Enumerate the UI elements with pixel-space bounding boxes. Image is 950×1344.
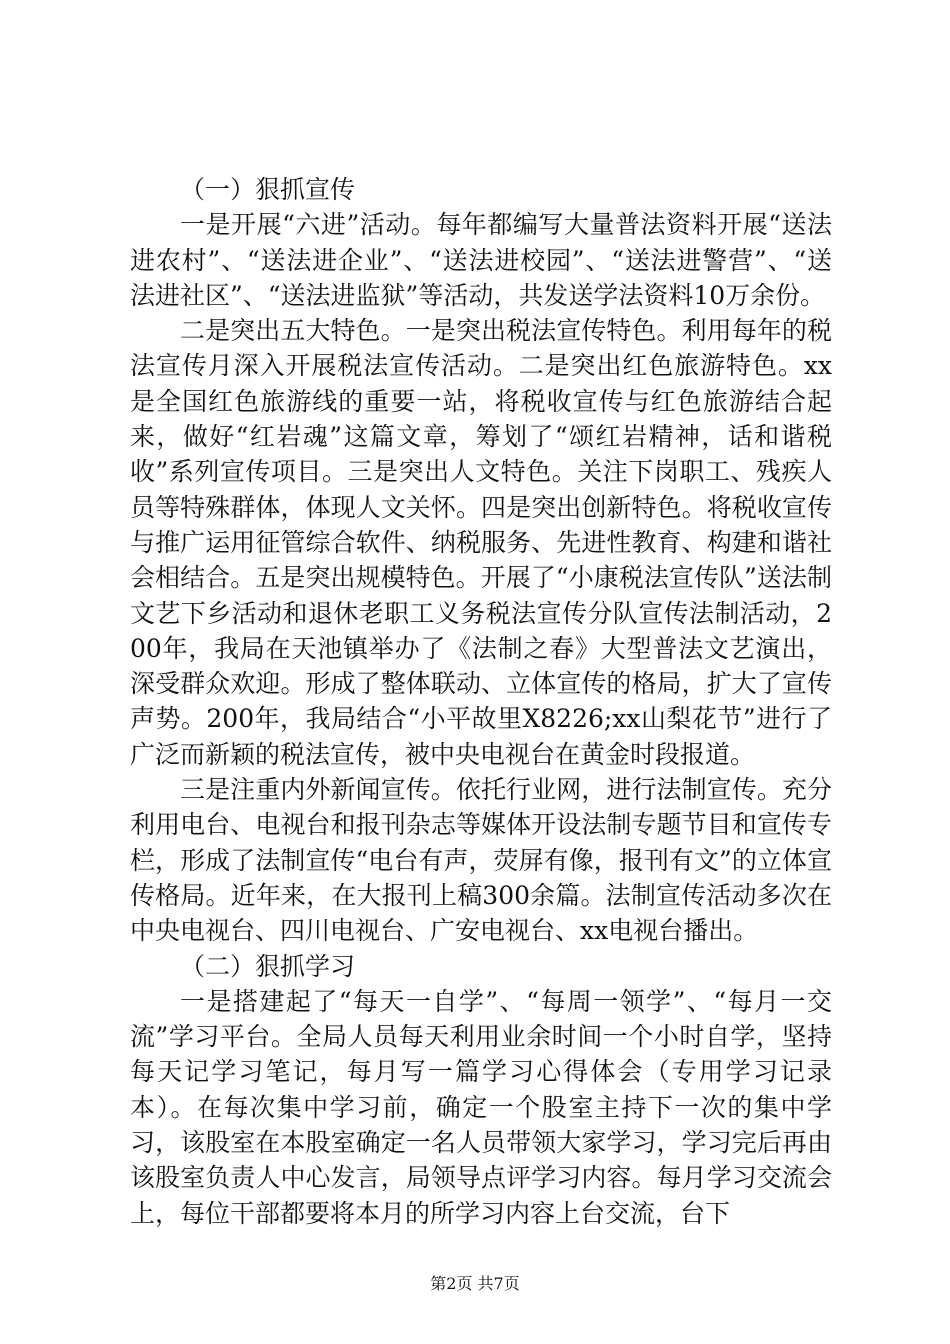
section-heading-publicity: （一）狠抓宣传 bbox=[180, 175, 356, 204]
paragraph-five-features: 二是突出五大特色。一是突出税法宣传特色。利用每年的税法宣传月深入开展税法宣传活动。二是突出红色旅游特色。xx是全国红色旅游线的重要一站，将税收宣传与红色旅游结合起来，做好“红岩魂”这篇文章，筹划了“颂红岩精神，话和谐税收”系列宣传项目。三是突出人文特色。关注下岗职工、残疾人员等特殊群体，体现人文关怀。四是突出创新特色。将税收宣传与推广运用征管综合软件、纳税服务、先进性教育、构建和谐社会相结合。五是突出规模特色。开展了“小康税法宣传队”送法制文艺下乡活动和退休老职工义务税法宣传分队宣传法制活动，200年，我局在天池镇举办了《法制之春》大型普法文艺演出，深受群众欢迎。形成了整体联动、立体宣传的格局，扩大了宣传声势。200年，我局结合“小平故里X8226;xx山梨花节”进行了广泛而新颖的税法宣传，被中央电视台在黄金时段报道。 bbox=[130, 316, 832, 769]
paragraph-study-platform: 一是搭建起了“每天一自学”、“每周一领学”、“每月一交流”学习平台。全局人员每天利用业余时间一个小时自学，坚持每天记学习笔记，每月写一篇学习心得体会（专用学习记录本）。在每次集中学习前，确定一个股室主持下一次的集中学习，该股室在本股室确定一名人员带领大家学习，学习完后再由该股室负责人中心发言，局领导点评学习内容。每月学习交流会上，每位干部都要将本月的所学习内容上台交流，台下 bbox=[130, 986, 832, 1228]
section-heading-study: （二）狠抓学习 bbox=[180, 951, 356, 981]
paragraph-news-publicity: 三是注重内外新闻宣传。依托行业网，进行法制宣传。充分利用电台、电视台和报刊杂志等媒体开设法制专题节目和宣传专栏，形成了法制宣传“电台有声，荧屏有像，报刊有文”的立体宣传格局。近年来，在大报刊上稿300余篇。法制宣传活动多次在中央电视台、四川电视台、广安电视台、xx电视台播出。 bbox=[130, 775, 832, 946]
paragraph-six-entries: 一是开展“六进”活动。每年都编写大量普法资料开展“送法进农村”、“送法进企业”、“送法进校园”、“送法进警营”、“送法进社区”、“送法进监狱”等活动，共发送学法资料10万余份。 bbox=[130, 210, 832, 310]
document-body bbox=[130, 172, 832, 1231]
page-number-footer: 第2页 共7页 bbox=[430, 1274, 520, 1293]
